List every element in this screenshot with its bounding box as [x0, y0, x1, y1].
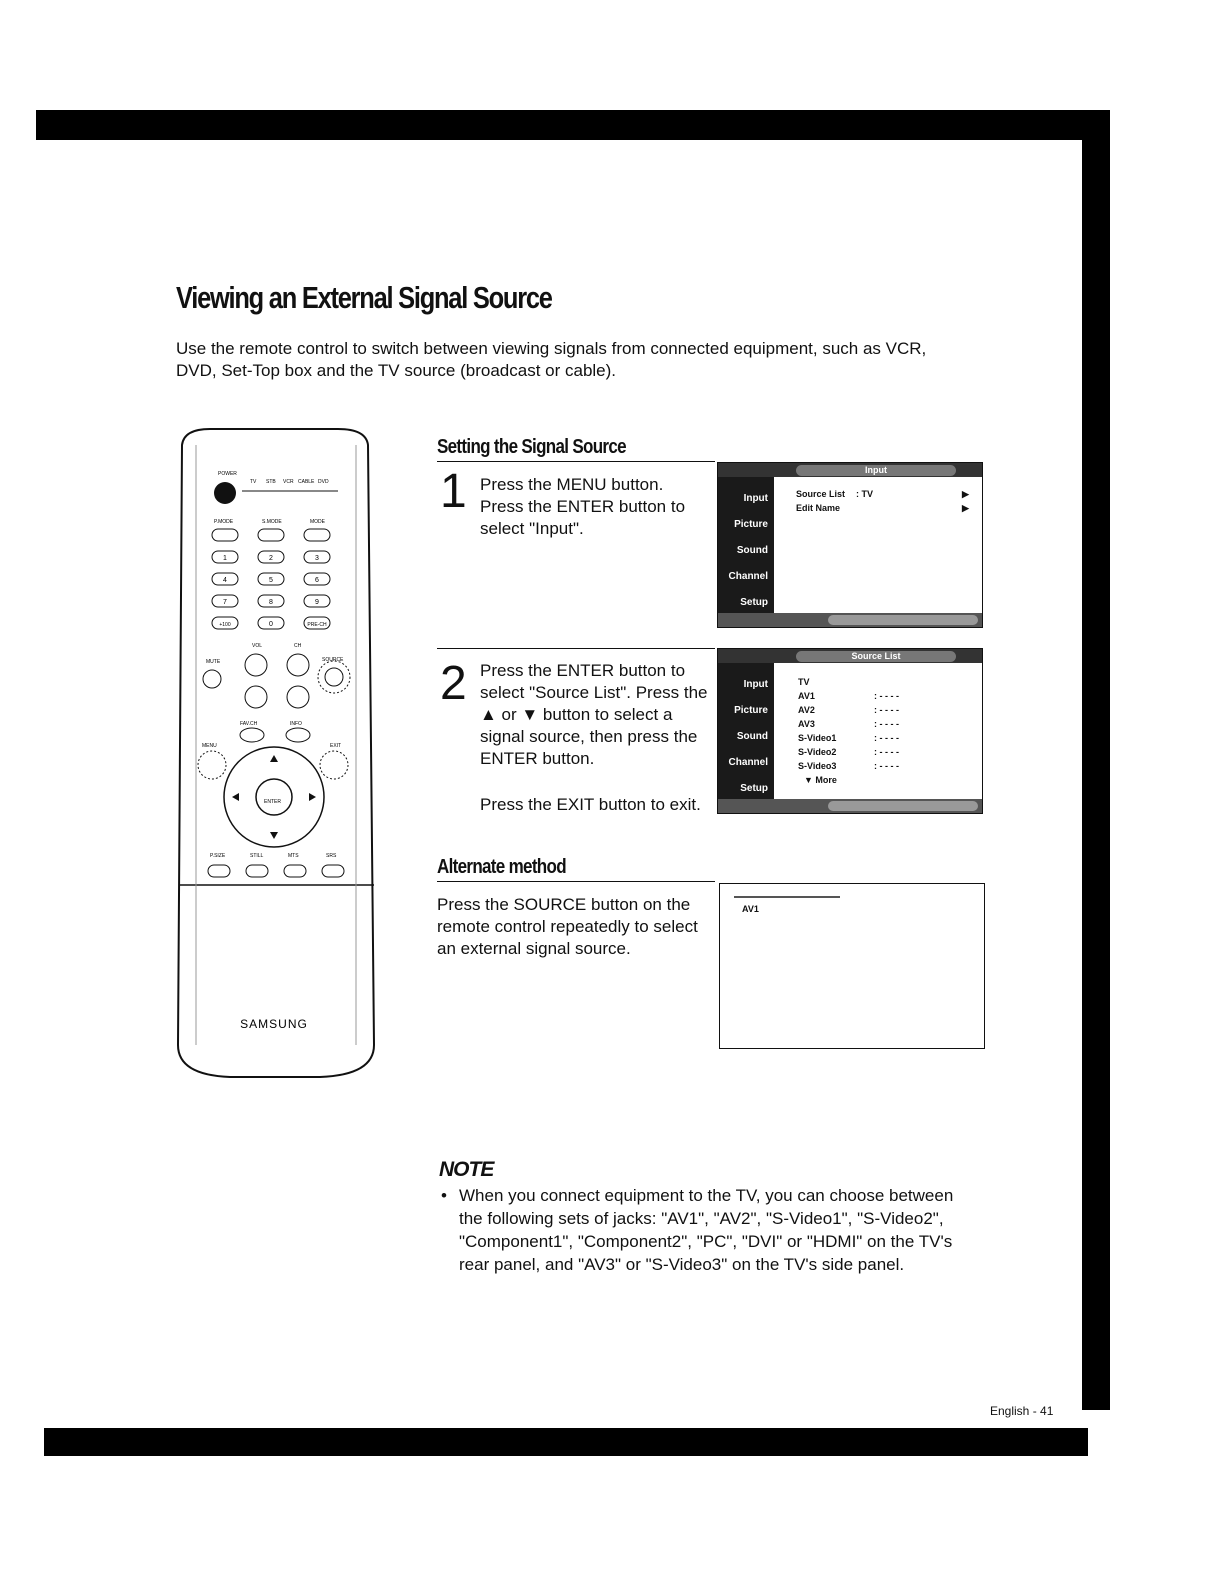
- source-row-value: : - - - -: [874, 719, 899, 729]
- page-number: English - 41: [990, 1404, 1054, 1418]
- source-row-label: S-Video1: [798, 733, 837, 743]
- num-key-label: 7: [223, 599, 227, 606]
- menu-tab: Channel: [728, 571, 768, 582]
- more-indicator: ▼ More: [804, 775, 837, 785]
- tv-menu-screen-input: [717, 462, 983, 628]
- mode-label: CABLE: [298, 479, 315, 485]
- num-key-label: 3: [315, 555, 319, 562]
- source-row-label: AV3: [798, 719, 815, 729]
- menu-title: Input: [796, 465, 956, 476]
- menu-tab: Channel: [728, 757, 768, 768]
- source-row-label: S-Video3: [798, 761, 837, 771]
- menu-row-label: Edit Name: [796, 503, 841, 513]
- source-row-label: TV: [798, 677, 810, 687]
- intro-paragraph: Use the remote control to switch between viewing signals from connected equipment, such as VCR, DVD, Set-Top box and the TV source (broadcast or cable).: [176, 339, 927, 380]
- note-heading: NOTE: [439, 1158, 494, 1181]
- step-divider: [437, 648, 715, 649]
- step-text-1: Press the MENU button. Press the ENTER button to select "Input".: [480, 475, 686, 538]
- menu-title: Source List: [796, 651, 956, 662]
- source-row-value: : - - - -: [874, 705, 899, 715]
- source-row-value: : - - - -: [874, 733, 899, 743]
- num-key-label: 2: [269, 555, 273, 562]
- bottom-label: P.SIZE: [210, 853, 226, 859]
- section-heading-setting: Setting the Signal Source: [437, 436, 626, 458]
- source-row-label: AV1: [798, 691, 815, 701]
- num-key-label: +100: [219, 622, 231, 628]
- section-heading-rule: [437, 461, 715, 462]
- num-key-label: 9: [315, 599, 319, 606]
- menu-tab: Setup: [740, 783, 768, 794]
- mode-label: STB: [266, 479, 276, 485]
- source-row-value: : - - - -: [874, 761, 899, 771]
- menu-tab: Input: [743, 679, 768, 690]
- menu-tab: Picture: [734, 705, 768, 716]
- bottom-border-bar: [44, 1428, 1088, 1456]
- power-button: [214, 482, 236, 504]
- menu-row-arrow: ▶: [962, 503, 969, 513]
- menu-label: MENU: [202, 743, 217, 749]
- side-label: FAV.CH: [240, 721, 258, 727]
- enter-label: ENTER: [264, 799, 281, 805]
- mode-label: DVD: [318, 479, 329, 485]
- num-key-label: 6: [315, 577, 319, 584]
- top-label: P.MODE: [214, 519, 234, 525]
- step-exit-text: Press the EXIT button to exit.: [480, 795, 701, 814]
- source-row-label: S-Video2: [798, 747, 837, 757]
- step-number-2: 2: [440, 657, 467, 710]
- top-label: S.MODE: [262, 519, 282, 525]
- top-label: MODE: [310, 519, 325, 525]
- ch-label: CH: [294, 643, 302, 649]
- source-label: SOURCE: [322, 657, 344, 663]
- num-key-label: PRE-CH: [307, 622, 327, 628]
- vol-label: VOL: [252, 643, 263, 649]
- note-body: [441, 1184, 981, 1276]
- section-heading-alternate: Alternate method: [437, 856, 566, 878]
- brand-label: SAMSUNG: [240, 1017, 308, 1031]
- source-banner-label: AV1: [742, 904, 759, 914]
- menu-tab: Input: [743, 493, 768, 504]
- bottom-label: STILL: [250, 853, 264, 859]
- source-row-value: : - - - -: [874, 691, 899, 701]
- menu-title-bar: [718, 649, 982, 663]
- remote-control-illustration: [170, 425, 380, 1085]
- section-heading-rule: [437, 881, 715, 882]
- menu-tab: Sound: [736, 545, 768, 556]
- bottom-label: MTS: [288, 853, 299, 859]
- mute-label: MUTE: [206, 659, 221, 665]
- tv-menu-screen-source-list: [717, 648, 983, 814]
- menu-row-arrow: ▶: [962, 489, 969, 499]
- mode-label: TV: [250, 479, 257, 485]
- menu-tab: Picture: [734, 519, 768, 530]
- menu-side-tabs: [718, 663, 774, 799]
- num-key-label: 8: [269, 599, 273, 606]
- tv-screen-av1: [719, 883, 985, 1049]
- exit-label: EXIT: [330, 743, 342, 749]
- note-text: When you connect equipment to the TV, you can choose between the following sets of jacks: "AV1", "AV2", "S-Video1", "S-Video2", "Component1", "Component2", "PC", "DVI" or "HDMI" on the TV's rear panel, and "AV3" or "S-Video3" on the TV's side panel.: [459, 1186, 954, 1274]
- menu-row-label: Source List: [796, 489, 846, 499]
- num-key-label: 0: [269, 621, 273, 628]
- num-key-label: 1: [223, 555, 227, 562]
- bottom-label: SRS: [326, 853, 337, 859]
- num-key-label: 5: [269, 577, 273, 584]
- source-row-label: AV2: [798, 705, 815, 715]
- menu-title-bar: [718, 463, 982, 477]
- step-number-1: 1: [440, 465, 467, 518]
- alternate-method-text: Press the SOURCE button on the remote control repeatedly to select an external signal source.: [437, 895, 698, 958]
- menu-side-tabs: [718, 477, 774, 613]
- num-key-label: 4: [223, 577, 227, 584]
- power-label: POWER: [218, 471, 237, 477]
- menu-tab: Setup: [740, 597, 768, 608]
- menu-bottom-bar: [718, 799, 982, 813]
- side-label: INFO: [290, 721, 302, 727]
- mode-label: VCR: [283, 479, 294, 485]
- step-text-2: Press the ENTER button to select "Source List". Press the ▲ or ▼ button to select a signal source, then press the ENTER button.: [480, 661, 708, 768]
- note-bullet: •: [441, 1186, 447, 1205]
- source-row-value: : - - - -: [874, 747, 899, 757]
- page-title: Viewing an External Signal Source: [176, 280, 552, 315]
- source-banner-line: [734, 896, 840, 898]
- right-border-bar: [1082, 110, 1110, 1410]
- top-border-bar: [36, 110, 1110, 140]
- menu-tab: Sound: [736, 731, 768, 742]
- menu-row-value: : TV: [856, 489, 873, 499]
- menu-bottom-bar: [718, 613, 982, 627]
